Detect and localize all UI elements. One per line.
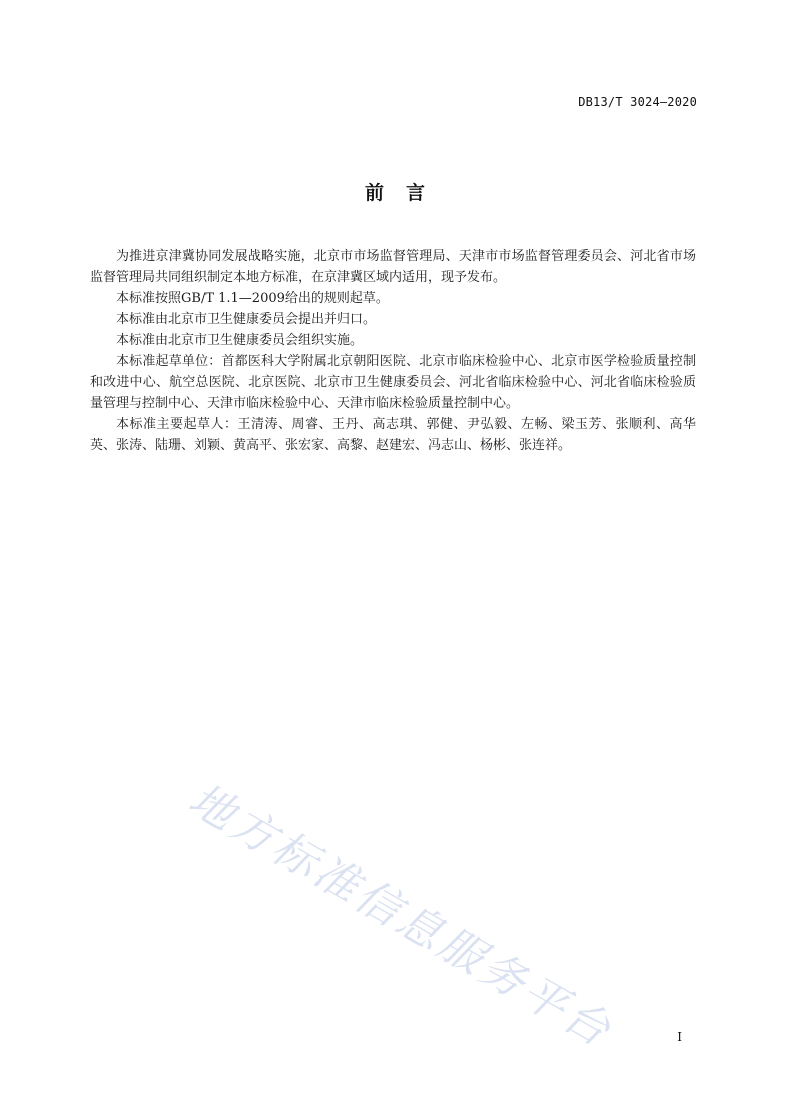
title-char-2: 言 bbox=[406, 182, 428, 204]
paragraph-drafting-units: 本标准起草单位：首都医科大学附属北京朝阳医院、北京市临床检验中心、北京市医学检验质量控制和改进中心、航空总医院、北京医院、北京市卫生健康委员会、河北省临床检验中心、河北省临床检验质量管理与控制中心、天津市临床检验中心、天津市临床检验质量控制中心。 bbox=[90, 354, 696, 411]
paragraph-drafting-rules: 本标准按照GB/T 1.1—2009给出的规则起草。 bbox=[116, 291, 389, 306]
paragraph-proposer: 本标准由北京市卫生健康委员会提出并归口。 bbox=[116, 312, 377, 327]
paragraph-intro: 为推进京津冀协同发展战略实施，北京市市场监督管理局、天津市市场监督管理委员会、河北省市场监督管理局共同组织制定本地方标准，在京津冀区域内适用，现予发布。 bbox=[90, 249, 696, 285]
document-code: DB13/T 3024—2020 bbox=[578, 95, 697, 109]
foreword-body bbox=[90, 246, 696, 456]
page-title bbox=[0, 178, 792, 205]
page-number: I bbox=[677, 1030, 682, 1044]
paragraph-implementer: 本标准由北京市卫生健康委员会组织实施。 bbox=[116, 333, 364, 348]
title-char-1: 前 bbox=[364, 182, 386, 204]
watermark: 地方标准信息服务平台 bbox=[180, 773, 622, 1058]
paragraph-drafters: 本标准主要起草人：王清涛、周睿、王丹、高志琪、郭健、尹弘毅、左畅、梁玉芳、张顺利、高华英、张涛、陆珊、刘颖、黄高平、张宏家、高黎、赵建宏、冯志山、杨彬、张连祥。 bbox=[90, 417, 696, 453]
